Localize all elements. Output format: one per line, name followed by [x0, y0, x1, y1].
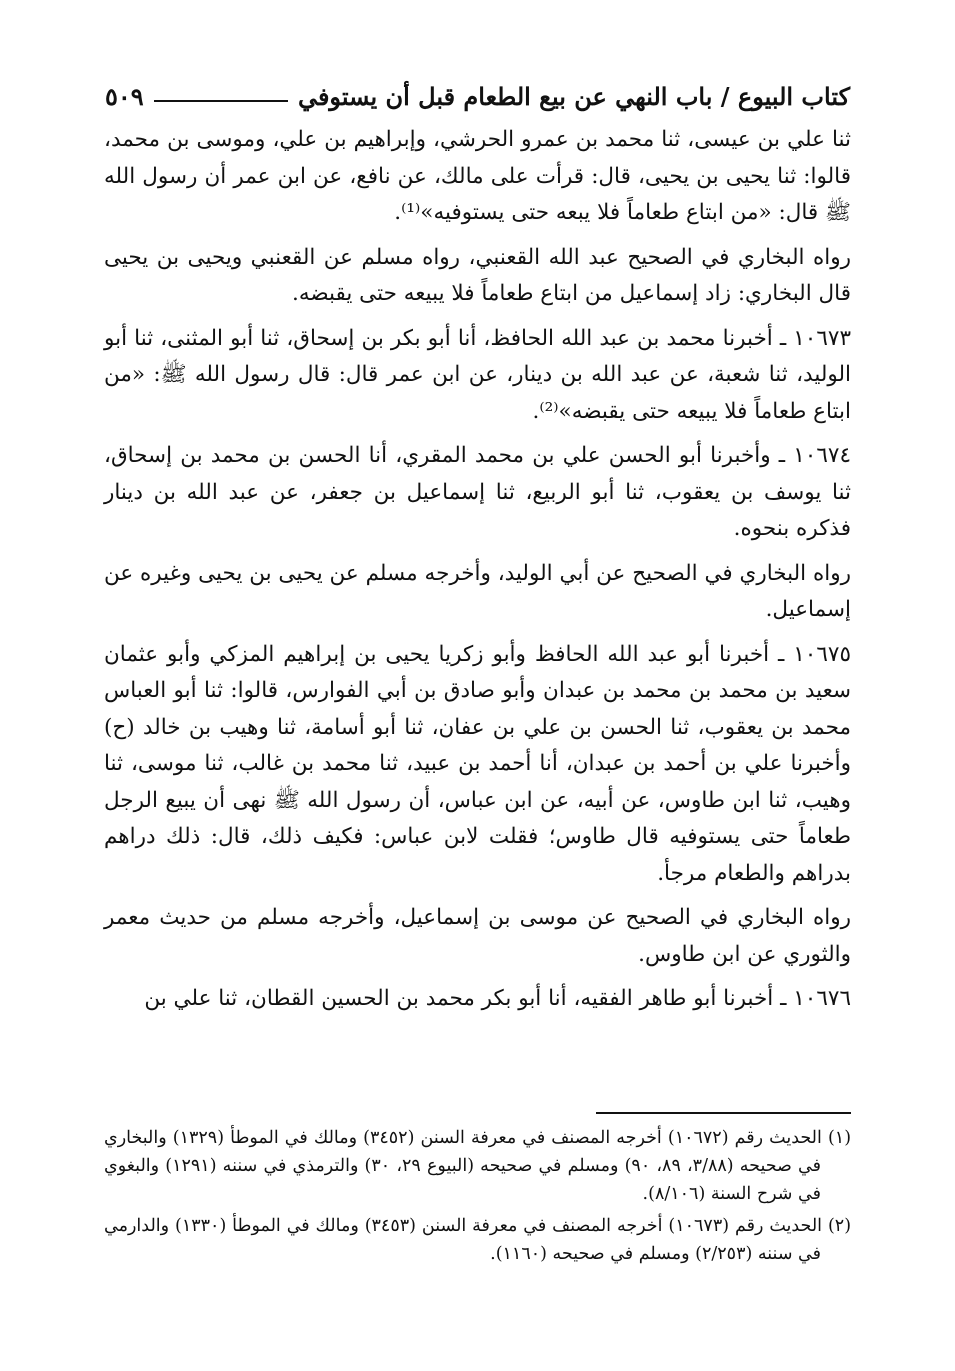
- footnote-separator: [596, 1112, 851, 1114]
- hadith-10675: ١٠٦٧٥ ـ أخبرنا أبو عبد الله الحافظ وأبو زكريا يحيى بن إبراهيم المزكي وأبو عثمان سعيد بن محمد بن محمد بن عبدان وأبو صادق بن أبي الفوارس، قالوا: ثنا أبو العباس محمد بن يعقوب، ثنا الحسن بن علي بن عفان، ثنا أبو أسامة، ثنا وهيب بن خالد (ح) وأخبرنا علي بن أحمد بن عبدان، أنا أحمد بن عبيد، ثنا محمد بن غالب، ثنا موسى، ثنا وهيب، ثنا ابن طاوس، عن أبيه، عن ابن عباس، أن رسول الله ﷺ نهى أن يبيع الرجل طعاماً حتى يستوفيه قال طاوس؛ فقلت لابن عباس: فكيف ذلك، قال: ذلك دراهم بدراهم والطعام مرجأ.: [104, 641, 852, 886]
- footnotes: [104, 1124, 851, 1272]
- paragraph-takhrij-1: رواه البخاري في الصحيح عبد الله القعنبي، رواه مسلم عن القعنبي ويحيى بن يحيى قال البخاري: زاد إسماعيل من ابتاع طعاماً فلا يبيعه حتى يقبضه.: [104, 244, 851, 306]
- hadith-10676: ١٠٦٧٦ ـ أخبرنا أبو طاهر الفقيه، أنا أبو بكر محمد بن الحسين القطان، ثنا علي بن: [144, 986, 851, 1011]
- paragraph-takhrij-2: رواه البخاري في الصحيح عن أبي الوليد، وأخرجه مسلم عن يحيى بن يحيى وغيره عن إسماعيل.: [104, 560, 851, 622]
- footnote-1: (١) الحديث رقم (١٠٦٧٢) أخرجه المصنف في معرفة السنن (٣٤٥٢) ومالك في الموطأ (١٣٢٩) والبخاري في صحيحه (٣/٨٨، ٨٩، ٩٠) ومسلم في صحيحه (البيوع ٢٩، ٣٠) والترمذي في سننه (١٢٩١) والبغوي في شرح السنة (٨/١٠٦).: [104, 1128, 852, 1204]
- paragraph-takhrij-3: رواه البخاري في الصحيح عن موسى بن إسماعيل، وأخرجه مسلم من حديث معمر والثوري عن ابن طاوس.: [104, 905, 851, 967]
- page-header: [105, 74, 850, 118]
- footnote-2: (٢) الحديث رقم (١٠٦٧٣) أخرجه المصنف في معرفة السنن (٣٤٥٣) ومالك في الموطأ (١٣٣٠) والدارمي في سننه (٢/٢٥٣) ومسلم في صحيحه (١١٦٠).: [104, 1216, 852, 1264]
- running-title: كتاب البيوع / باب النهي عن بيع الطعام قبل أن يستوفي: [297, 81, 850, 111]
- hadith-10674: ١٠٦٧٤ ـ وأخبرنا أبو الحسن علي بن محمد المقري، أنا الحسن بن محمد بن إسحاق، ثنا يوسف بن يعقوب، ثنا أبو الربيع، ثنا إسماعيل بن جعفر، عن عبد الله بن دينار فذكره بنحوه.: [104, 443, 851, 541]
- main-text: [104, 122, 851, 1026]
- header-rule: [154, 100, 288, 102]
- page-number: ٥٠٩: [105, 81, 144, 111]
- hadith-10673: ١٠٦٧٣ ـ أخبرنا محمد بن عبد الله الحافظ، أنا أبو بكر بن إسحاق، ثنا أبو المثنى، ثنا أبو الوليد، ثنا شعبة، عن عبد الله بن دينار، عن ابن عمر قال: قال رسول الله ﷺ: «من ابتاع طعاماً فلا يبيعه حتى يقبضه»⁽²⁾.: [104, 325, 851, 424]
- paragraph-isnad-continuation: ثنا علي بن عيسى، ثنا محمد بن عمرو الحرشي، وإبراهيم بن علي، وموسى بن محمد، قالوا: ثنا يحيى بن يحيى، قال: قرأت على مالك، عن نافع، عن ابن عمر أن رسول الله ﷺ قال: «من ابتاع طعاماً فلا يبعه حتى يستوفيه»⁽¹⁾.: [104, 127, 851, 225]
